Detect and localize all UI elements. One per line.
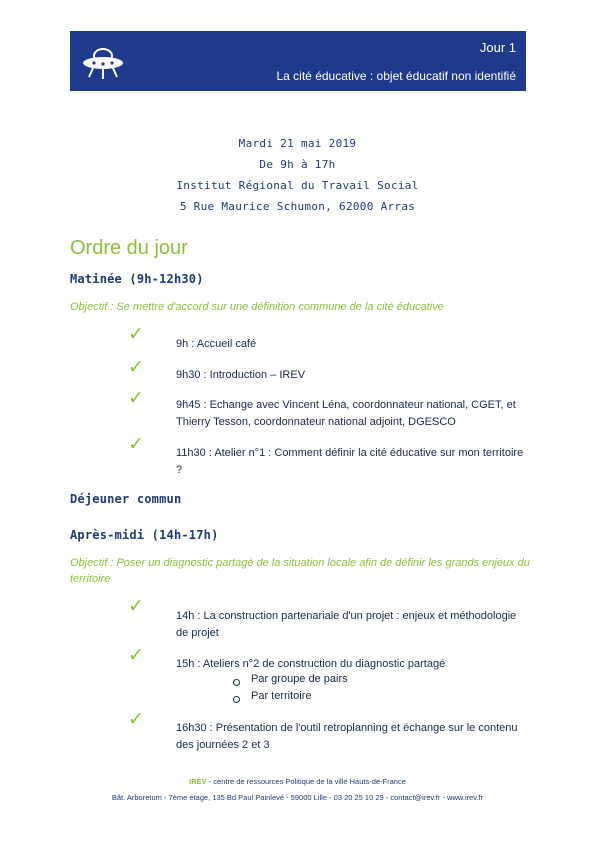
lunch-heading: Déjeuner commun: [70, 492, 182, 506]
morning-objective: Objectif : Se mettre d'accord sur une définition commune de la cité éducative: [70, 301, 444, 313]
footer-org: IREV: [189, 777, 207, 786]
morning-heading: Matinée (9h-12h30): [70, 272, 204, 286]
afternoon-heading: Après-midi (14h-17h): [70, 528, 219, 542]
event-date: Mardi 21 mai 2019: [238, 137, 357, 150]
event-venue: Institut Régional du Travail Social: [176, 179, 419, 192]
agenda-item: 16h30 : Présentation de l'outil retroplanning et échange sur le contenu des journées 2 et 3: [176, 722, 518, 751]
agenda-item: 9h45 : Echange avec Vincent Léna, coordonnateur national, CGET, et Thierry Tesson, coordonnateur national adjoint, DGESCO: [176, 399, 516, 428]
event-address: 5 Rue Maurice Schumon, 62000 Arras: [179, 200, 416, 213]
bullet-icon: [233, 679, 240, 686]
check-icon: ✓: [128, 434, 144, 455]
check-icon: ✓: [128, 645, 144, 666]
agenda-item: 9h : Accueil café: [176, 338, 257, 350]
agenda-item: 11h30 : Atelier n°1 : Comment définir la cité éducative sur mon territoire ?: [176, 447, 524, 476]
check-icon: ✓: [128, 388, 144, 409]
footer-line-1: [0, 777, 595, 786]
sub-item: Par groupe de pairs: [251, 673, 348, 685]
day-label: Jour 1: [479, 40, 516, 55]
footer-line-2: Bât. Arboretum - 7ème étage, 135 Bd Paul Painlevé - 59000 Lille - 03 20 25 10 29 - contact@irev.fr - www.irev.fr: [111, 793, 484, 802]
agenda-item: 15h : Ateliers n°2 de construction du diagnostic partagé: [176, 658, 446, 670]
check-icon: ✓: [128, 357, 144, 378]
agenda-title: Ordre du jour: [70, 237, 188, 259]
bullet-icon: [233, 696, 240, 703]
banner-subtitle: La cité éducative : objet éducatif non identifié: [276, 69, 516, 83]
afternoon-objective: Objectif : Poser un diagnostic partagé de la situation locale afin de définir les grands enjeux du territoire: [70, 557, 530, 585]
check-icon: ✓: [128, 596, 144, 617]
agenda-item: 9h30 : Introduction – IREV: [176, 369, 306, 381]
ufo-icon: [80, 39, 126, 85]
footer-org-description: - centre de ressources Politique de la ville Hauts-de-France: [206, 777, 406, 786]
header-banner: [70, 31, 526, 91]
check-icon: ✓: [128, 709, 144, 730]
sub-item: Par territoire: [251, 690, 312, 702]
check-icon: ✓: [128, 324, 144, 345]
agenda-item: 14h : La construction partenariale d'un projet : enjeux et méthodologie de projet: [176, 610, 517, 639]
event-time: De 9h à 17h: [259, 158, 336, 171]
